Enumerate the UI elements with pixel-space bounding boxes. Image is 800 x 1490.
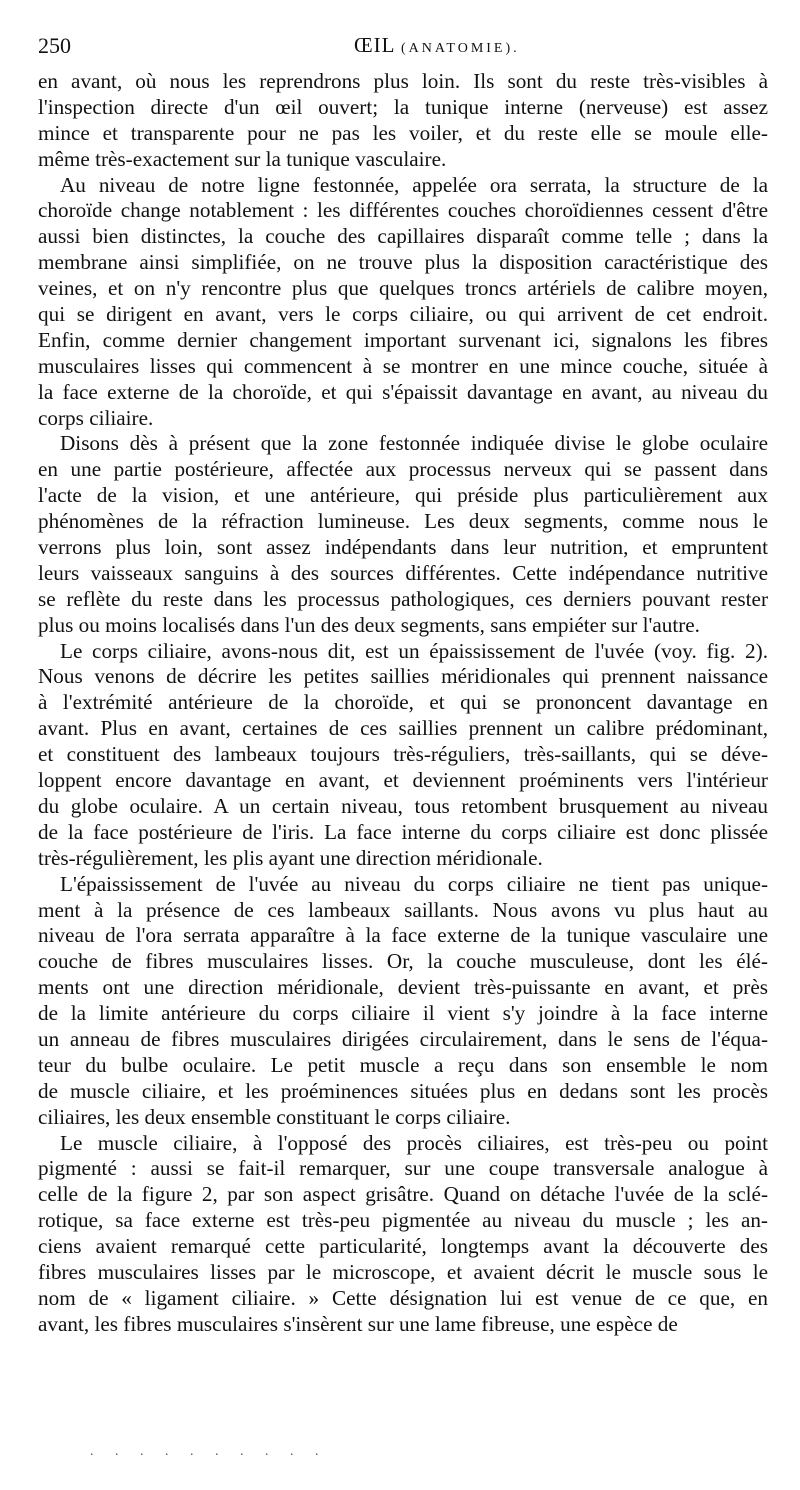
text-line: à l'extrémité antérieure de la choroïde, et qui se prononcent davantage en: [38, 690, 768, 715]
text-line: de la limite antérieure du corps ciliaire il vient s'y joindre à la face interne: [38, 1001, 768, 1026]
text-line: phénomènes de la réfraction lumineuse. Les deux segments, comme nous le: [38, 509, 768, 534]
text-line: verrons plus loin, sont assez indépendants dans leur nutrition, et empruntent: [38, 535, 768, 560]
paragraph: [38, 173, 768, 432]
running-title-subtitle: (ANATOMIE).: [400, 41, 520, 56]
text-line: veines, et on n'y rencontre plus que quelques troncs artériels de calibre moyen,: [38, 276, 768, 301]
text-line: en avant, où nous les reprendrons plus loin. Ils sont du reste très-visibles à: [38, 69, 768, 93]
text-line: Au niveau de notre ligne festonnée, appelée ora serrata, la structure de la: [60, 172, 768, 197]
text-line: celle de la figure 2, par son aspect grisâtre. Quand on détache l'uvée de la sclé-: [38, 1182, 768, 1207]
text-line: loppent encore davantage en avant, et deviennent proéminents vers l'intérieur: [38, 768, 768, 793]
text-line: teur du bulbe oculaire. Le petit muscle a reçu dans son ensemble le nom: [38, 1052, 768, 1077]
text-line: se reflète du reste dans les processus pathologiques, ces derniers pouvant rester: [38, 586, 768, 611]
text-line: plus ou moins localisés dans l'un des deux segments, sans empiéter sur l'autre.: [38, 612, 700, 637]
text-line: même très-exactement sur la tunique vasculaire.: [38, 146, 447, 171]
paragraph: [38, 1131, 768, 1338]
paragraph: [38, 872, 768, 1131]
text-line: niveau de l'ora serrata apparaître à la face externe de la tunique vasculaire une: [38, 923, 768, 948]
text-line: Nous venons de décrire les petites saillies méridionales qui prennent naissance: [38, 664, 768, 689]
footer-marks: . . . . . . . . . .: [90, 1444, 328, 1459]
text-line: de muscle ciliaire, et les proéminences situées plus en dedans sont les procès: [38, 1078, 768, 1103]
text-line: qui se dirigent en avant, vers le corps ciliaire, ou qui arrivent de cet endroit.: [38, 302, 768, 327]
text-line: membrane ainsi simplifiée, on ne trouve plus la disposition caractéristique des: [38, 250, 768, 275]
text-line: rotique, sa face externe est très-peu pigmentée au niveau du muscle ; les an-: [38, 1208, 768, 1233]
text-line: avant. Plus en avant, certaines de ces saillies prennent un calibre prédominant,: [38, 716, 768, 741]
text-line: pigmenté : aussi se fait-il remarquer, sur une coupe transversale analogue à: [38, 1156, 768, 1181]
paragraph: [38, 431, 768, 638]
text-line: l'acte de la vision, et une antérieure, qui préside plus particulièrement aux: [38, 483, 768, 508]
running-header: [38, 33, 766, 59]
text-line: ciliaires, les deux ensemble constituant le corps ciliaire.: [38, 1104, 511, 1129]
paragraph: [38, 69, 768, 173]
text-line: fibres musculaires lisses par le microscope, et avaient décrit le muscle sous le: [38, 1259, 768, 1284]
text-line: corps ciliaire.: [38, 405, 154, 430]
text-line: et constituent des lambeaux toujours très-réguliers, très-saillants, qui se déve-: [38, 742, 768, 767]
text-line: un anneau de fibres musculaires dirigées circulairement, dans le sens de l'équa-: [38, 1026, 768, 1051]
text-line: de la face postérieure de l'iris. La face interne du corps ciliaire est donc plissée: [38, 819, 768, 844]
running-title-main: ŒIL: [354, 33, 395, 57]
text-line: musculaires lisses qui commencent à se montrer en une mince couche, située à: [38, 353, 768, 378]
body-text: [38, 69, 768, 1338]
text-line: l'inspection directe d'un œil ouvert; la tunique interne (nerveuse) est assez: [38, 94, 768, 119]
text-line: L'épaississement de l'uvée au niveau du corps ciliaire ne tient pas unique-: [60, 871, 768, 896]
text-line: Le corps ciliaire, avons-nous dit, est un épaississement de l'uvée (voy. fig. 2).: [60, 638, 768, 663]
text-line: Disons dès à présent que la zone festonnée indiquée divise le globe oculaire: [60, 431, 768, 456]
text-line: Le muscle ciliaire, à l'opposé des procès ciliaires, est très-peu ou point: [60, 1130, 768, 1155]
text-line: en une partie postérieure, affectée aux processus nerveux qui se passent dans: [38, 457, 768, 482]
text-line: très-régulièrement, les plis ayant une direction méridionale.: [38, 845, 543, 870]
text-line: ment à la présence de ces lambeaux saillants. Nous avons vu plus haut au: [38, 897, 768, 922]
text-line: avant, les fibres musculaires s'insèrent sur une lame fibreuse, une espèce de: [38, 1311, 678, 1336]
paragraph: [38, 639, 768, 872]
text-line: aussi bien distinctes, la couche des capillaires disparaît comme telle ; dans la: [38, 224, 768, 249]
text-line: Enfin, comme dernier changement important survenant ici, signalons les fibres: [38, 327, 768, 352]
text-line: mince et transparente pour ne pas les voiler, et du reste elle se moule elle-: [38, 120, 768, 145]
text-line: choroïde change notablement : les différentes couches choroïdiennes cessent d'être: [38, 198, 768, 223]
text-line: nom de « ligament ciliaire. » Cette désignation lui est venue de ce que, en: [38, 1285, 768, 1310]
running-title: [354, 33, 520, 58]
text-line: leurs vaisseaux sanguins à des sources différentes. Cette indépendance nutritive: [38, 560, 768, 585]
text-line: la face externe de la choroïde, et qui s'épaissit davantage en avant, au niveau du: [38, 379, 768, 404]
text-line: du globe oculaire. A un certain niveau, tous retombent brusquement au niveau: [38, 793, 768, 818]
text-line: couche de fibres musculaires lisses. Or, la couche musculeuse, dont les élé-: [38, 949, 768, 974]
text-line: ciens avaient remarqué cette particularité, longtemps avant la découverte des: [38, 1234, 768, 1259]
page-number: 250: [38, 33, 71, 58]
text-line: ments ont une direction méridionale, devient très-puissante en avant, et près: [38, 975, 768, 1000]
